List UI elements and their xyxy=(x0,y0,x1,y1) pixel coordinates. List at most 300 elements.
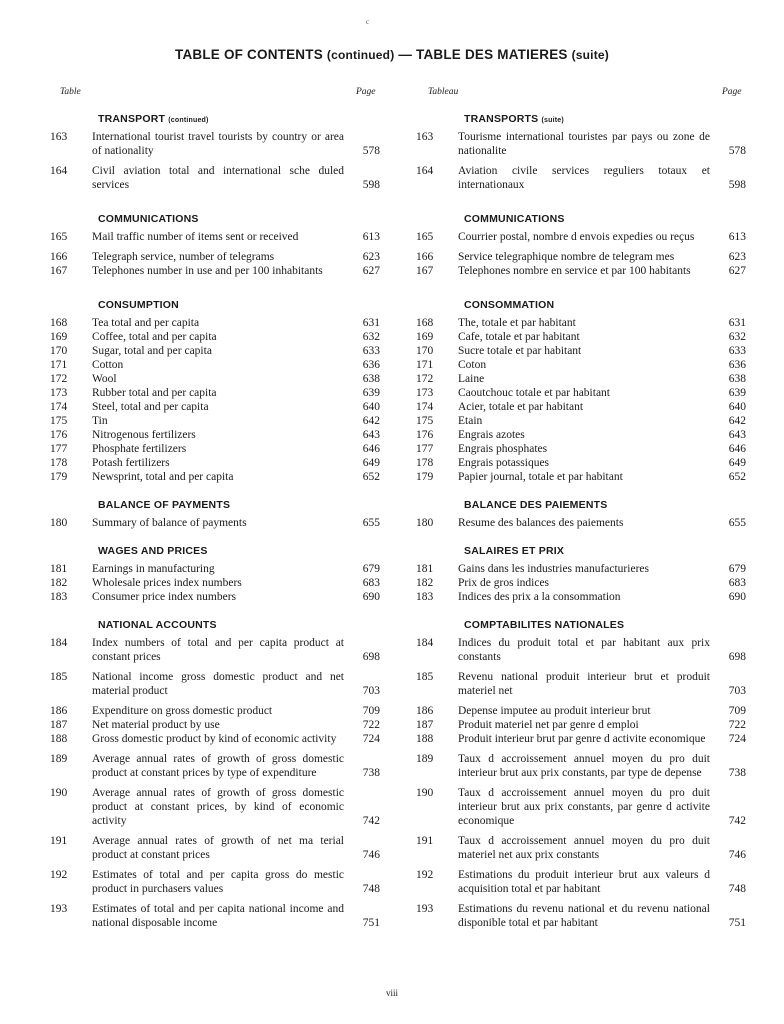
section-gap xyxy=(416,936,746,946)
table-number: 163 xyxy=(416,131,434,143)
entry-title: Sucre totale et par habitant xyxy=(458,345,582,357)
table-number: 164 xyxy=(50,165,68,177)
toc-entry xyxy=(416,428,746,442)
page-ref: 652 xyxy=(728,471,746,483)
page-ref: 724 xyxy=(728,733,746,745)
entry-title: Revenu national produit interieur brut et produit materiel net xyxy=(458,671,710,697)
table-number: 188 xyxy=(416,733,434,745)
section-title-text: CONSOMMATION xyxy=(464,299,555,311)
french-column xyxy=(416,108,746,946)
entry-title: Indices des prix a la consommation xyxy=(458,591,621,603)
table-number: 170 xyxy=(50,345,68,357)
toc-entry xyxy=(50,718,380,732)
page-ref: 683 xyxy=(728,577,746,589)
table-number: 169 xyxy=(416,331,434,343)
table-number: 181 xyxy=(416,563,434,575)
toc-section xyxy=(50,614,380,946)
table-number: 190 xyxy=(50,787,68,799)
section-title-suffix: (continued) xyxy=(168,117,209,124)
table-number: 187 xyxy=(416,719,434,731)
english-column xyxy=(50,108,380,946)
page-ref: 638 xyxy=(362,373,380,385)
toc-section xyxy=(50,494,380,540)
page-ref: 627 xyxy=(362,265,380,277)
table-number: 166 xyxy=(50,251,68,263)
section-gap xyxy=(416,604,746,614)
page-ref: 722 xyxy=(728,719,746,731)
entry-title: Civil aviation total and international sche duled services xyxy=(92,165,344,191)
page-ref: 639 xyxy=(728,387,746,399)
page-ref: 746 xyxy=(362,849,380,861)
toc-entry xyxy=(416,590,746,604)
table-number: 182 xyxy=(416,577,434,589)
page-ref: 655 xyxy=(728,517,746,529)
page-ref: 627 xyxy=(728,265,746,277)
table-number: 181 xyxy=(50,563,68,575)
section-gap xyxy=(50,198,380,208)
page-ref: 683 xyxy=(362,577,380,589)
toc-entry xyxy=(416,636,746,664)
title-french-suite: (suite) xyxy=(571,48,609,62)
toc-section xyxy=(416,614,746,946)
page-ref: 633 xyxy=(728,345,746,357)
table-number: 191 xyxy=(50,835,68,847)
toc-entry xyxy=(50,868,380,896)
entry-title: Wool xyxy=(92,373,117,385)
toc-entry xyxy=(416,164,746,192)
toc-entry xyxy=(50,358,380,372)
table-number: 163 xyxy=(50,131,68,143)
page-ref: 698 xyxy=(728,651,746,663)
entry-title: Depense imputee au produit interieur brut xyxy=(458,705,651,717)
page-ref: 690 xyxy=(728,591,746,603)
toc-section xyxy=(416,208,746,294)
entry-title: Etain xyxy=(458,415,483,427)
section-title xyxy=(50,494,380,516)
page-ref: 751 xyxy=(362,917,380,929)
toc-entry xyxy=(50,470,380,484)
table-number: 184 xyxy=(416,637,434,649)
table-number: 165 xyxy=(50,231,68,243)
page-ref: 649 xyxy=(728,457,746,469)
toc-entry xyxy=(50,250,380,264)
table-number: 184 xyxy=(50,637,68,649)
page-ref: 751 xyxy=(728,917,746,929)
entry-title: Tea total and per capita xyxy=(92,317,200,329)
table-number: 180 xyxy=(50,517,68,529)
section-title-text: COMMUNICATIONS xyxy=(98,213,199,225)
entry-title: Estimations du produit interieur brut aux valeurs d acquisition total et par habitant xyxy=(458,869,710,895)
page-ref: 642 xyxy=(362,415,380,427)
toc-entry xyxy=(50,786,380,828)
toc-entry xyxy=(50,344,380,358)
toc-entry xyxy=(50,164,380,192)
entry-title: Courrier postal, nombre d envois expedies ou reçus xyxy=(458,231,695,243)
entry-title: Estimates of total and per capita national income and national disposable income xyxy=(92,903,344,929)
toc-entry xyxy=(50,130,380,158)
page-ref: 703 xyxy=(728,685,746,697)
section-title xyxy=(416,108,746,130)
table-number: 175 xyxy=(416,415,434,427)
section-title xyxy=(50,540,380,562)
toc-section xyxy=(416,494,746,540)
table-number: 167 xyxy=(416,265,434,277)
page-ref: 631 xyxy=(728,317,746,329)
toc-entry xyxy=(416,576,746,590)
section-gap xyxy=(416,530,746,540)
table-number: 192 xyxy=(50,869,68,881)
section-gap xyxy=(416,284,746,294)
page-ref: 748 xyxy=(362,883,380,895)
entry-title: Nitrogenous fertilizers xyxy=(92,429,196,441)
table-number: 171 xyxy=(416,359,434,371)
toc-entry xyxy=(50,834,380,862)
section-title-suffix: (suite) xyxy=(541,117,564,124)
title-french: TABLE DES MATIERES xyxy=(416,47,568,62)
entry-title: Service telegraphique nombre de telegram mes xyxy=(458,251,675,263)
table-number: 168 xyxy=(416,317,434,329)
section-title xyxy=(50,108,380,130)
table-number: 174 xyxy=(416,401,434,413)
page-ref: 613 xyxy=(362,231,380,243)
page-ref: 640 xyxy=(362,401,380,413)
section-title-text: BALANCE DES PAIEMENTS xyxy=(464,499,608,511)
table-number: 180 xyxy=(416,517,434,529)
page-ref: 742 xyxy=(362,815,380,827)
column-header-page-fr: Page xyxy=(722,87,742,97)
page-ref: 636 xyxy=(362,359,380,371)
section-title-text: TRANSPORT xyxy=(98,113,166,125)
page-ref: 598 xyxy=(728,179,746,191)
toc-entry xyxy=(50,576,380,590)
table-number: 188 xyxy=(50,733,68,745)
table-number: 173 xyxy=(50,387,68,399)
toc-entry xyxy=(50,516,380,530)
entry-title: Resume des balances des paiements xyxy=(458,517,624,529)
toc-entry xyxy=(416,386,746,400)
toc-entry xyxy=(416,330,746,344)
toc-entry xyxy=(416,752,746,780)
entry-title: Engrais potassiques xyxy=(458,457,550,469)
toc-entry xyxy=(50,316,380,330)
table-number: 189 xyxy=(416,753,434,765)
table-number: 164 xyxy=(416,165,434,177)
entry-title: Phosphate fertilizers xyxy=(92,443,187,455)
table-number: 170 xyxy=(416,345,434,357)
entry-title: Mail traffic number of items sent or received xyxy=(92,231,299,243)
page-ref: 578 xyxy=(728,145,746,157)
entry-title: Average annual rates of growth of gross domestic product at constant prices by type of expenditure xyxy=(92,753,344,779)
table-number: 182 xyxy=(50,577,68,589)
toc-entry xyxy=(50,670,380,698)
column-header-table: Table xyxy=(60,87,81,97)
toc-entry xyxy=(416,834,746,862)
entry-title: Telegraph service, number of telegrams xyxy=(92,251,275,263)
toc-entry xyxy=(416,358,746,372)
entry-title: Coffee, total and per capita xyxy=(92,331,217,343)
entry-title: National income gross domestic product and net material product xyxy=(92,671,344,697)
page-ref: 638 xyxy=(728,373,746,385)
entry-title: Gains dans les industries manufacturieres xyxy=(458,563,649,575)
page-ref: 679 xyxy=(728,563,746,575)
page-ref: 655 xyxy=(362,517,380,529)
section-title xyxy=(50,208,380,230)
table-number: 192 xyxy=(416,869,434,881)
table-number: 179 xyxy=(50,471,68,483)
page-ref: 742 xyxy=(728,815,746,827)
page-number: viii xyxy=(385,988,398,998)
toc-entry xyxy=(416,456,746,470)
toc-entry xyxy=(416,562,746,576)
table-number: 176 xyxy=(416,429,434,441)
toc-entry xyxy=(50,400,380,414)
toc-entry xyxy=(416,130,746,158)
entry-title: Prix de gros indices xyxy=(458,577,550,589)
section-title-text: WAGES AND PRICES xyxy=(98,545,208,557)
entry-title: Rubber total and per capita xyxy=(92,387,217,399)
entry-title: Potash fertilizers xyxy=(92,457,170,469)
toc-entry xyxy=(416,372,746,386)
section-title-text: BALANCE OF PAYMENTS xyxy=(98,499,231,511)
entry-title: Engrais azotes xyxy=(458,429,525,441)
toc-entry xyxy=(416,732,746,746)
table-number: 189 xyxy=(50,753,68,765)
toc-section xyxy=(50,540,380,614)
page-ref: 632 xyxy=(728,331,746,343)
table-number: 178 xyxy=(50,457,68,469)
section-title-text: SALAIRES ET PRIX xyxy=(464,545,565,557)
table-number: 173 xyxy=(416,387,434,399)
entry-title: Telephones nombre en service et par 100 habitants xyxy=(458,265,691,277)
toc-entry xyxy=(50,590,380,604)
entry-title: Papier journal, totale et par habitant xyxy=(458,471,623,483)
entry-title: Taux d accroissement annuel moyen du pro duit materiel net aux prix constants xyxy=(458,835,710,861)
toc-entry xyxy=(416,344,746,358)
page-ref: 709 xyxy=(362,705,380,717)
toc-entry xyxy=(416,670,746,698)
column-header-page: Page xyxy=(356,87,376,97)
toc-entry xyxy=(416,470,746,484)
toc-entry xyxy=(416,414,746,428)
entry-title: Cotton xyxy=(92,359,124,371)
table-number: 172 xyxy=(416,373,434,385)
table-number: 165 xyxy=(416,231,434,243)
page-ref: 724 xyxy=(362,733,380,745)
section-gap xyxy=(416,198,746,208)
entry-title: Earnings in manufacturing xyxy=(92,563,215,575)
toc-section xyxy=(50,208,380,294)
toc-entry xyxy=(50,732,380,746)
table-number: 193 xyxy=(50,903,68,915)
page-ref: 722 xyxy=(362,719,380,731)
section-gap xyxy=(50,604,380,614)
title-english-continued: (continued) xyxy=(326,48,395,62)
entry-title: Telephones number in use and per 100 inhabitants xyxy=(92,265,323,277)
entry-title: Estimations du revenu national et du revenu national disponible total et par habitant xyxy=(458,903,710,929)
page-ref: 703 xyxy=(362,685,380,697)
toc-entry xyxy=(416,264,746,278)
toc-entry xyxy=(50,230,380,244)
entry-title: Coton xyxy=(458,359,487,371)
table-number: 171 xyxy=(50,359,68,371)
toc-entry xyxy=(50,704,380,718)
section-title xyxy=(50,294,380,316)
page-ref: 652 xyxy=(362,471,380,483)
table-number: 174 xyxy=(50,401,68,413)
section-gap xyxy=(50,284,380,294)
entry-title: Indices du produit total et par habitant aux prix constants xyxy=(458,637,710,663)
title-english: TABLE OF CONTENTS xyxy=(175,47,323,62)
table-number: 186 xyxy=(416,705,434,717)
entry-title: Consumer price index numbers xyxy=(92,591,237,603)
page-mark: c xyxy=(366,18,370,26)
table-number: 185 xyxy=(50,671,68,683)
section-gap xyxy=(50,936,380,946)
toc-entry xyxy=(50,752,380,780)
entry-title: Estimates of total and per capita gross do mestic product in purchasers values xyxy=(92,869,344,895)
entry-title: Index numbers of total and per capita product at constant prices xyxy=(92,637,344,663)
table-number: 172 xyxy=(50,373,68,385)
section-title xyxy=(50,614,380,636)
table-number: 193 xyxy=(416,903,434,915)
page-ref: 709 xyxy=(728,705,746,717)
table-number: 186 xyxy=(50,705,68,717)
section-title-text: NATIONAL ACCOUNTS xyxy=(98,619,217,631)
toc-entry xyxy=(50,428,380,442)
toc-entry xyxy=(416,902,746,930)
toc-entry xyxy=(50,414,380,428)
section-title xyxy=(416,494,746,516)
table-number: 169 xyxy=(50,331,68,343)
entry-title: Steel, total and per capita xyxy=(92,401,209,413)
page-ref: 623 xyxy=(728,251,746,263)
entry-title: Laine xyxy=(458,373,485,385)
toc-entry xyxy=(50,386,380,400)
toc-entry xyxy=(416,230,746,244)
toc-section xyxy=(50,108,380,208)
page-ref: 738 xyxy=(362,767,380,779)
toc-entry xyxy=(416,316,746,330)
entry-title: Produit interieur brut par genre d activite economique xyxy=(458,733,706,745)
table-number: 183 xyxy=(50,591,68,603)
entry-title: Net material product by use xyxy=(92,719,220,731)
title-dash: — xyxy=(398,47,413,62)
table-number: 177 xyxy=(416,443,434,455)
entry-title: Summary of balance of payments xyxy=(92,517,247,529)
toc-entry xyxy=(50,902,380,930)
page-ref: 631 xyxy=(362,317,380,329)
section-title-text: TRANSPORTS xyxy=(464,113,539,125)
toc-entry xyxy=(416,786,746,828)
section-gap xyxy=(50,484,380,494)
table-number: 183 xyxy=(416,591,434,603)
table-number: 168 xyxy=(50,317,68,329)
toc-section xyxy=(416,294,746,494)
page-ref: 649 xyxy=(362,457,380,469)
page-ref: 748 xyxy=(728,883,746,895)
page-ref: 598 xyxy=(362,179,380,191)
page-ref: 636 xyxy=(728,359,746,371)
page-ref: 679 xyxy=(362,563,380,575)
section-gap xyxy=(50,530,380,540)
toc-entry xyxy=(50,636,380,664)
page-ref: 646 xyxy=(362,443,380,455)
page-ref: 632 xyxy=(362,331,380,343)
entry-title: Produit materiel net par genre d emploi xyxy=(458,719,639,731)
page-ref: 643 xyxy=(362,429,380,441)
toc-section xyxy=(416,108,746,208)
page-title xyxy=(0,47,784,62)
toc-section xyxy=(416,540,746,614)
entry-title: Average annual rates of growth of gross domestic product at constant prices, by kind of economic activity xyxy=(92,787,344,827)
table-number: 185 xyxy=(416,671,434,683)
entry-title: Expenditure on gross domestic product xyxy=(92,705,273,717)
table-number: 178 xyxy=(416,457,434,469)
toc-entry xyxy=(50,442,380,456)
toc-entry xyxy=(416,400,746,414)
entry-title: Taux d accroissement annuel moyen du pro duit interieur brut aux prix constants, par genre d activite economique xyxy=(458,787,710,827)
page-ref: 643 xyxy=(728,429,746,441)
section-title xyxy=(416,540,746,562)
section-title-text: CONSUMPTION xyxy=(98,299,179,311)
toc-entry xyxy=(416,516,746,530)
toc-entry xyxy=(416,868,746,896)
toc-section xyxy=(50,294,380,494)
section-title-text: COMPTABILITES NATIONALES xyxy=(464,619,625,631)
entry-title: The, totale et par habitant xyxy=(458,317,576,329)
entry-title: Wholesale prices index numbers xyxy=(92,577,242,589)
section-gap xyxy=(416,484,746,494)
page-ref: 646 xyxy=(728,443,746,455)
section-title xyxy=(416,614,746,636)
toc-entry xyxy=(50,264,380,278)
toc-entry xyxy=(50,330,380,344)
entry-title: International tourist travel tourists by country or area of nationality xyxy=(92,131,344,157)
toc-entry xyxy=(416,704,746,718)
table-number: 179 xyxy=(416,471,434,483)
section-title-text: COMMUNICATIONS xyxy=(464,213,565,225)
page-ref: 738 xyxy=(728,767,746,779)
entry-title: Aviation civile services reguliers totaux et internationaux xyxy=(458,165,710,191)
toc-entry xyxy=(416,718,746,732)
column-header-tableau: Tableau xyxy=(428,87,459,97)
table-number: 167 xyxy=(50,265,68,277)
entry-title: Tin xyxy=(92,415,108,427)
page-ref: 642 xyxy=(728,415,746,427)
table-number: 187 xyxy=(50,719,68,731)
toc-entry xyxy=(416,442,746,456)
toc-entry xyxy=(50,456,380,470)
page-ref: 746 xyxy=(728,849,746,861)
page-ref: 613 xyxy=(728,231,746,243)
entry-title: Newsprint, total and per capita xyxy=(92,471,234,483)
page-ref: 640 xyxy=(728,401,746,413)
entry-title: Acier, totale et par habitant xyxy=(458,401,584,413)
entry-title: Sugar, total and per capita xyxy=(92,345,212,357)
toc-entry xyxy=(416,250,746,264)
page-ref: 633 xyxy=(362,345,380,357)
table-number: 176 xyxy=(50,429,68,441)
section-title xyxy=(416,208,746,230)
table-number: 177 xyxy=(50,443,68,455)
page-ref: 690 xyxy=(362,591,380,603)
table-number: 190 xyxy=(416,787,434,799)
entry-title: Average annual rates of growth of net ma terial product at constant prices xyxy=(92,835,344,861)
page-ref: 623 xyxy=(362,251,380,263)
entry-title: Cafe, totale et par habitant xyxy=(458,331,580,343)
toc-entry xyxy=(50,562,380,576)
section-title xyxy=(416,294,746,316)
